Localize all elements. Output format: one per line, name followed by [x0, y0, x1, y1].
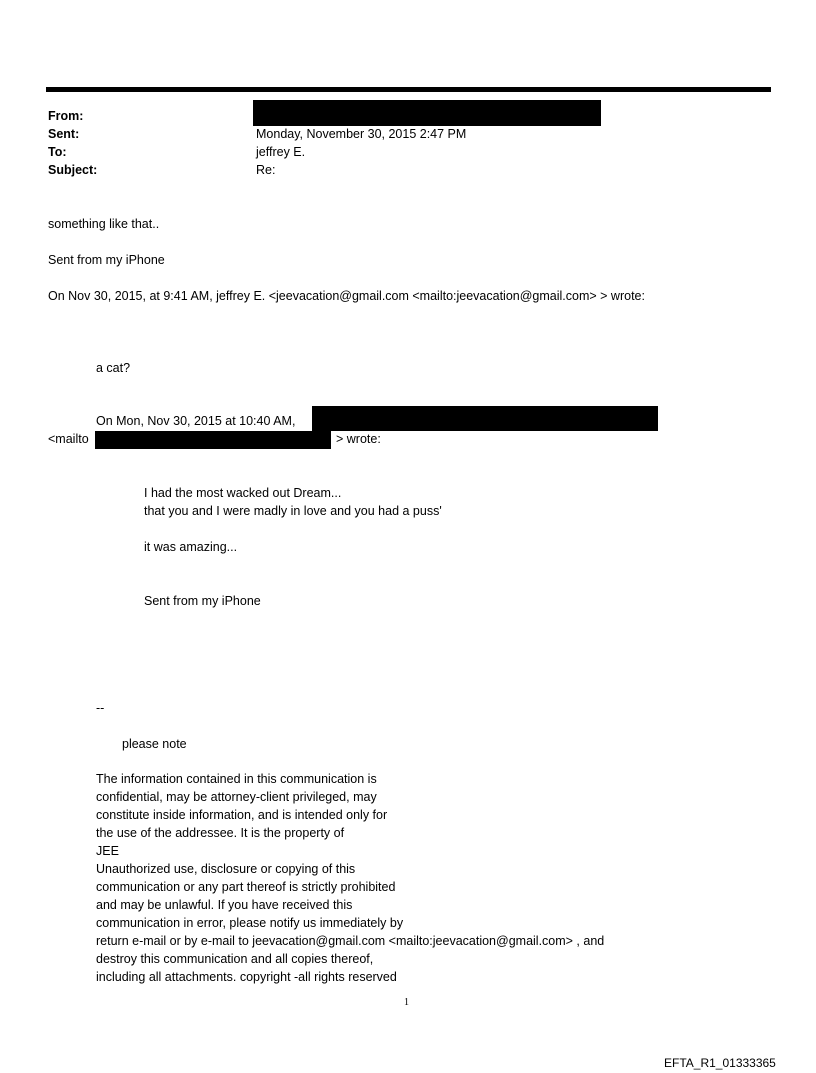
disclaimer-line: return e-mail or by e-mail to jeevacation@gmail.com <mailto:jeevacation@gmail.com> , and [96, 934, 605, 948]
quote2-email-redaction [95, 431, 331, 449]
disclaimer-line: confidential, may be attorney-client privileged, may [96, 790, 377, 804]
bates-number: EFTA_R1_01333365 [664, 1056, 776, 1070]
from-redaction [253, 100, 601, 126]
dream-line-2: that you and I were madly in love and you had a puss' [144, 504, 442, 518]
signature-separator: -- [96, 701, 105, 715]
quote1-attribution: On Nov 30, 2015, at 9:41 AM, jeffrey E. <jeevacation@gmail.com <mailto:jeevacation@gmail.com> > wrote: [48, 289, 645, 303]
sent-label: Sent: [48, 127, 80, 141]
reply-signature: Sent from my iPhone [48, 253, 165, 267]
sent-value: Monday, November 30, 2015 2:47 PM [256, 127, 467, 141]
quote2-wrote: > wrote: [336, 432, 381, 446]
to-label: To: [48, 145, 67, 159]
disclaimer-line: Unauthorized use, disclosure or copying of this [96, 862, 356, 876]
reply-text: something like that.. [48, 217, 160, 231]
disclaimer-line: destroy this communication and all copies thereof, [96, 952, 374, 966]
disclaimer-line: communication or any part thereof is strictly prohibited [96, 880, 396, 894]
please-note: please note [122, 737, 187, 751]
to-value: jeffrey E. [256, 145, 306, 159]
subject-label: Subject: [48, 163, 98, 177]
from-label: From: [48, 109, 84, 123]
disclaimer-line: including all attachments. copyright -all rights reserved [96, 970, 397, 984]
quote2-mailto-prefix: <mailto [48, 432, 89, 446]
subject-value: Re: [256, 163, 276, 177]
dream-line-1: I had the most wacked out Dream... [144, 486, 342, 500]
header-divider [46, 87, 771, 92]
disclaimer-line: JEE [96, 844, 119, 858]
disclaimer-line: constitute inside information, and is intended only for [96, 808, 388, 822]
disclaimer-line: the use of the addressee. It is the property of [96, 826, 345, 840]
disclaimer-line: and may be unlawful. If you have received this [96, 898, 353, 912]
dream-signature: Sent from my iPhone [144, 594, 261, 608]
disclaimer-line: communication in error, please notify us immediately by [96, 916, 404, 930]
disclaimer-line: The information contained in this communication is [96, 772, 377, 786]
quote2-sender-redaction [312, 406, 658, 431]
quote2-attribution: On Mon, Nov 30, 2015 at 10:40 AM, [96, 414, 296, 428]
quote1-text: a cat? [96, 361, 131, 375]
dream-line-3: it was amazing... [144, 540, 238, 554]
page-number: 1 [404, 997, 409, 1008]
